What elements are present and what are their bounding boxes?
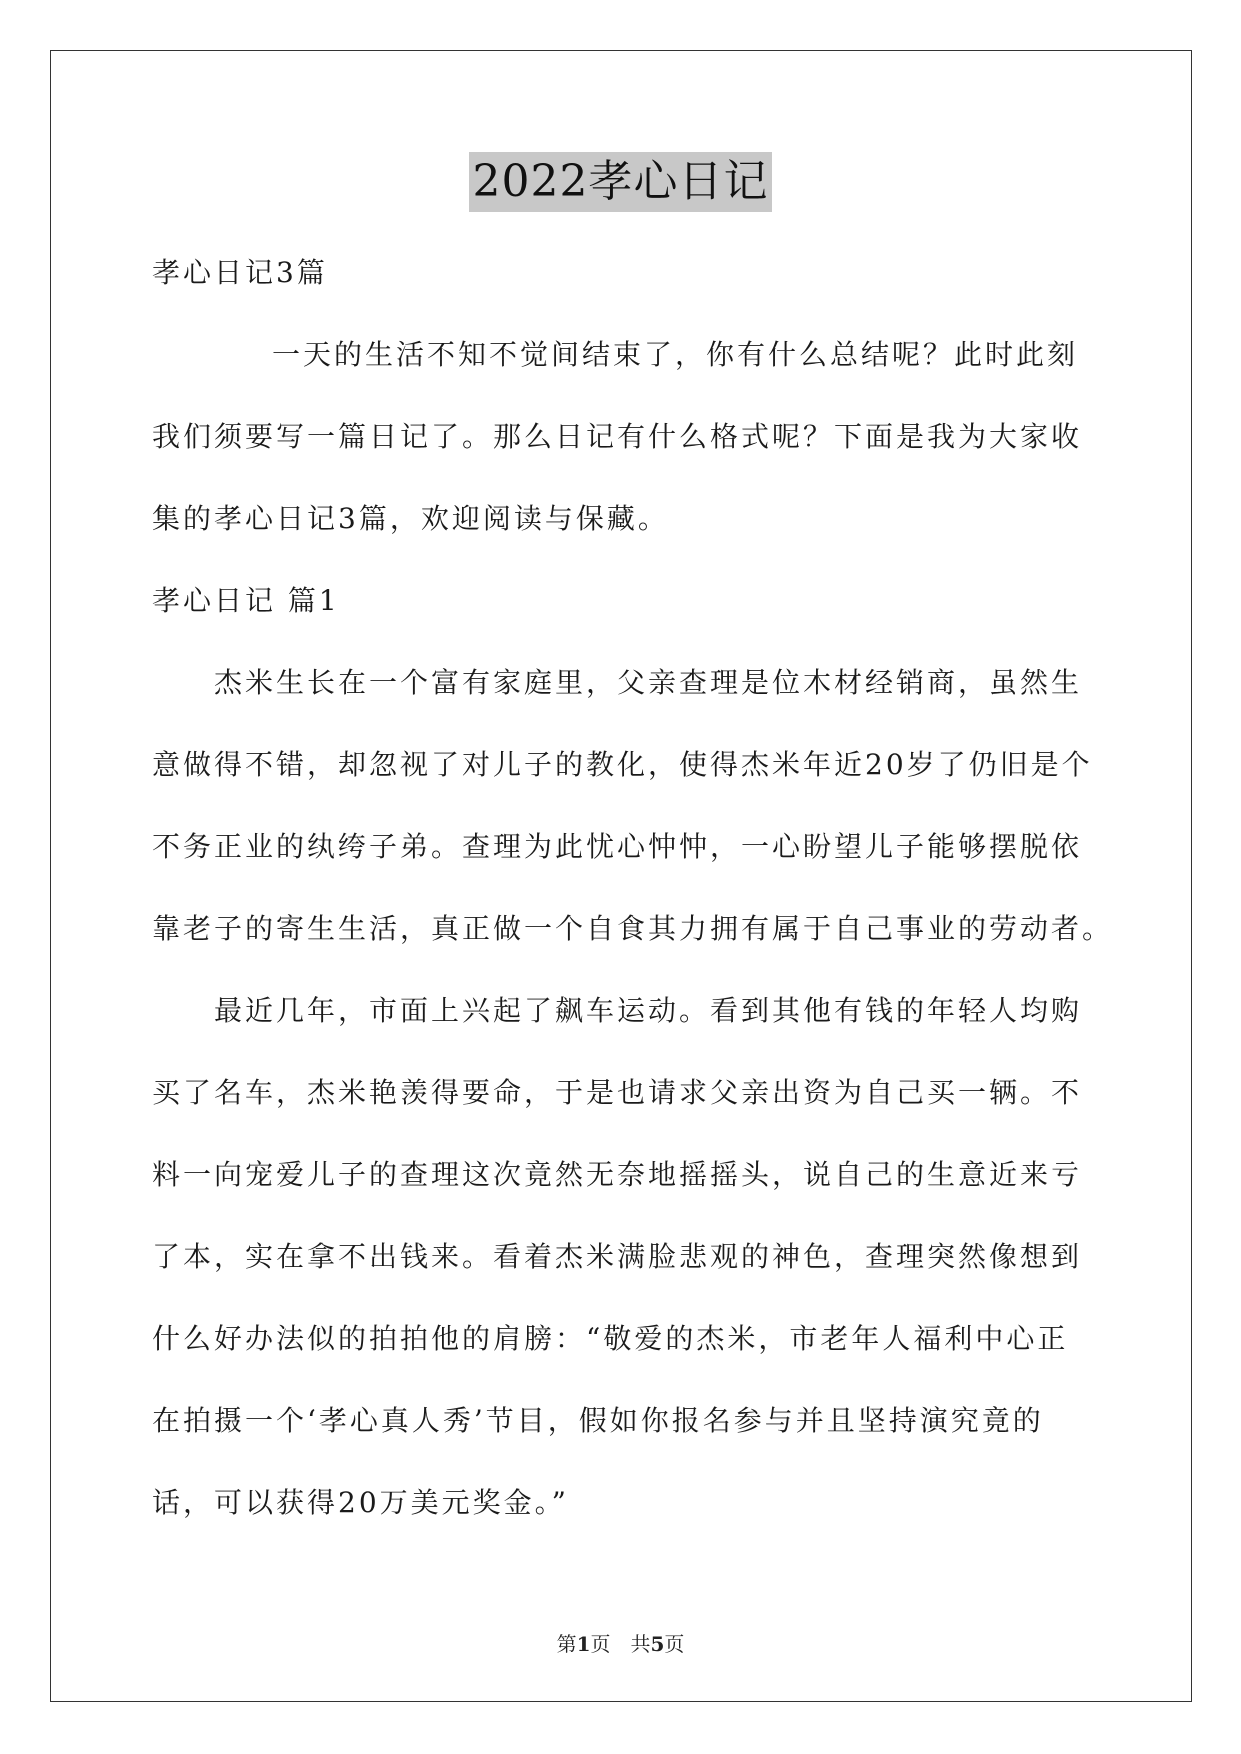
document-body: [152, 232, 1114, 1544]
paragraph-line: 一天的生活不知不觉间结束了，你有什么总结呢？此时此刻: [272, 338, 1079, 371]
paragraph-line: 什么好办法似的拍拍他的肩膀：“敬爱的杰米，市老年人福利中心正: [152, 1322, 1069, 1355]
paragraph-line: 意做得不错，却忽视了对儿子的教化，使得杰米年近20岁了仍旧是个: [152, 748, 1093, 781]
paragraph-line: 我们须要写一篇日记了。那么日记有什么格式呢？下面是我为大家收: [152, 420, 1083, 453]
section-heading: 孝心日记 篇1: [152, 584, 340, 617]
paragraph-line: 集的孝心日记3篇，欢迎阅读与保藏。: [152, 502, 669, 535]
paragraph-line: 话，可以获得20万美元奖金。”: [152, 1486, 569, 1519]
document-title: 2022孝心日记: [469, 152, 773, 212]
paragraph-line: 料一向宠爱儿子的查理这次竟然无奈地摇摇头，说自己的生意近来亏: [152, 1158, 1083, 1191]
current-page-number: 1: [576, 1632, 591, 1656]
total-page-number: 5: [650, 1632, 665, 1656]
paragraph-line: 靠老子的寄生生活，真正做一个自食其力拥有属于自己事业的劳动者。: [152, 912, 1114, 945]
footer-prefix: 第: [556, 1632, 577, 1656]
footer-middle: 页 共: [590, 1632, 651, 1656]
page-footer: [0, 1628, 1241, 1657]
paragraph-line: 杰米生长在一个富有家庭里，父亲查理是位木材经销商，虽然生: [214, 666, 1083, 699]
paragraph-line: 买了名车，杰米艳羡得要命，于是也请求父亲出资为自己买一辆。不: [152, 1076, 1083, 1109]
footer-suffix: 页: [664, 1632, 685, 1656]
paragraph-line: 最近几年，市面上兴起了飙车运动。看到其他有钱的年轻人均购: [214, 994, 1083, 1027]
subtitle: 孝心日记3篇: [152, 256, 328, 289]
paragraph-line: 在拍摄一个‘孝心真人秀’节目，假如你报名参与并且坚持演究竟的: [152, 1404, 1044, 1437]
title-wrap: [0, 152, 1241, 212]
paragraph-line: 不务正业的纨绔子弟。查理为此忧心忡忡，一心盼望儿子能够摆脱依: [152, 830, 1083, 863]
paragraph-line: 了本，实在拿不出钱来。看着杰米满脸悲观的神色，查理突然像想到: [152, 1240, 1083, 1273]
